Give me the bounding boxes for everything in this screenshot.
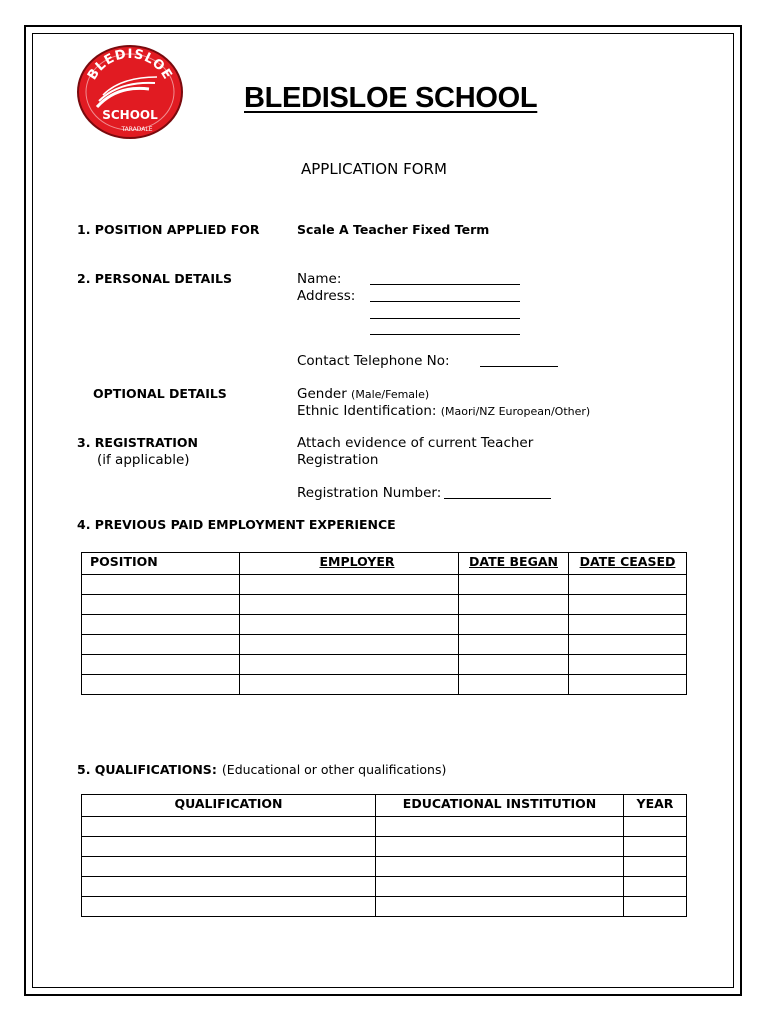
- table-cell[interactable]: [459, 635, 569, 655]
- table-cell[interactable]: [376, 897, 624, 917]
- table-cell[interactable]: [82, 817, 376, 837]
- table-cell[interactable]: [459, 655, 569, 675]
- table-cell[interactable]: [240, 675, 459, 695]
- col-institution: EDUCATIONAL INSTITUTION: [376, 795, 624, 817]
- table-row: [82, 675, 687, 695]
- table-cell[interactable]: [376, 817, 624, 837]
- table-cell[interactable]: [459, 615, 569, 635]
- table-cell[interactable]: [459, 675, 569, 695]
- ethnic-options: (Maori/NZ European/Other): [440, 405, 591, 418]
- logo-top-text: BLEDISLOE: [84, 46, 176, 83]
- col-qualification: QUALIFICATION: [82, 795, 376, 817]
- gender-line: [297, 386, 429, 402]
- position-applied-value: Scale A Teacher Fixed Term: [297, 222, 490, 237]
- address-field-2[interactable]: [370, 318, 520, 319]
- table-row: [82, 595, 687, 615]
- table-cell[interactable]: [376, 857, 624, 877]
- section-1-label: 1. POSITION APPLIED FOR: [77, 222, 260, 237]
- section-3-label: 3. REGISTRATION: [77, 435, 198, 450]
- table-cell[interactable]: [82, 635, 240, 655]
- school-logo: [77, 45, 183, 140]
- registration-number-label: Registration Number:: [297, 485, 442, 501]
- name-label: Name:: [297, 271, 342, 287]
- section-5-label: 5. QUALIFICATIONS:: [77, 762, 217, 777]
- table-cell[interactable]: [82, 675, 240, 695]
- registration-number-field[interactable]: [444, 498, 551, 499]
- table-cell[interactable]: [624, 817, 687, 837]
- table-row: [82, 655, 687, 675]
- section-5-heading: [77, 759, 446, 778]
- table-cell[interactable]: [376, 877, 624, 897]
- table-row: [82, 817, 687, 837]
- gender-options: (Male/Female): [351, 388, 430, 401]
- phone-label: Contact Telephone No:: [297, 353, 450, 369]
- registration-text-line-1: Attach evidence of current Teacher: [297, 435, 534, 451]
- table-cell[interactable]: [82, 897, 376, 917]
- ethnic-line: [297, 403, 590, 419]
- table-cell[interactable]: [459, 575, 569, 595]
- table-cell[interactable]: [459, 595, 569, 615]
- col-year: YEAR: [624, 795, 687, 817]
- table-row: [82, 615, 687, 635]
- name-field[interactable]: [370, 284, 520, 285]
- table-cell[interactable]: [240, 655, 459, 675]
- optional-details-label: OPTIONAL DETAILS: [93, 386, 227, 401]
- table-cell[interactable]: [82, 877, 376, 897]
- col-position: POSITION: [82, 553, 240, 575]
- section-5-note: (Educational or other qualifications): [221, 762, 447, 777]
- logo-school-text: SCHOOL: [102, 108, 158, 122]
- qualifications-table: [81, 794, 687, 917]
- col-date-began: DATE BEGAN: [459, 553, 569, 575]
- registration-sublabel: (if applicable): [97, 452, 190, 468]
- table-cell[interactable]: [569, 575, 687, 595]
- form-subtitle: APPLICATION FORM: [301, 160, 447, 178]
- table-cell[interactable]: [82, 575, 240, 595]
- table-cell[interactable]: [82, 837, 376, 857]
- table-cell[interactable]: [569, 675, 687, 695]
- table-cell[interactable]: [82, 595, 240, 615]
- employment-header-row: [82, 553, 687, 575]
- table-cell[interactable]: [624, 837, 687, 857]
- gender-label: Gender: [297, 386, 347, 402]
- table-cell[interactable]: [82, 615, 240, 635]
- address-field-3[interactable]: [370, 334, 520, 335]
- table-row: [82, 897, 687, 917]
- table-cell[interactable]: [624, 897, 687, 917]
- table-row: [82, 877, 687, 897]
- employment-table: [81, 552, 687, 695]
- registration-text-line-2: Registration: [297, 452, 379, 468]
- col-employer: EMPLOYER: [240, 553, 459, 575]
- table-cell[interactable]: [569, 615, 687, 635]
- section-2-label: 2. PERSONAL DETAILS: [77, 271, 232, 286]
- ethnic-label: Ethnic Identification:: [297, 403, 437, 419]
- table-cell[interactable]: [240, 635, 459, 655]
- address-label: Address:: [297, 288, 356, 304]
- table-cell[interactable]: [569, 595, 687, 615]
- table-cell[interactable]: [82, 655, 240, 675]
- table-row: [82, 837, 687, 857]
- table-cell[interactable]: [240, 575, 459, 595]
- logo-place-text: TARADALE: [121, 126, 153, 133]
- section-4-label: 4. PREVIOUS PAID EMPLOYMENT EXPERIENCE: [77, 517, 396, 532]
- table-row: [82, 575, 687, 595]
- table-cell[interactable]: [240, 615, 459, 635]
- table-cell[interactable]: [240, 595, 459, 615]
- table-cell[interactable]: [624, 877, 687, 897]
- table-cell[interactable]: [569, 635, 687, 655]
- col-date-ceased: DATE CEASED: [569, 553, 687, 575]
- table-cell[interactable]: [376, 837, 624, 857]
- table-cell[interactable]: [82, 857, 376, 877]
- address-field-1[interactable]: [370, 301, 520, 302]
- table-cell[interactable]: [569, 655, 687, 675]
- table-cell[interactable]: [624, 857, 687, 877]
- phone-field[interactable]: [480, 366, 558, 367]
- page-title: BLEDISLOE SCHOOL: [244, 82, 538, 114]
- table-row: [82, 635, 687, 655]
- qualifications-header-row: [82, 795, 687, 817]
- table-row: [82, 857, 687, 877]
